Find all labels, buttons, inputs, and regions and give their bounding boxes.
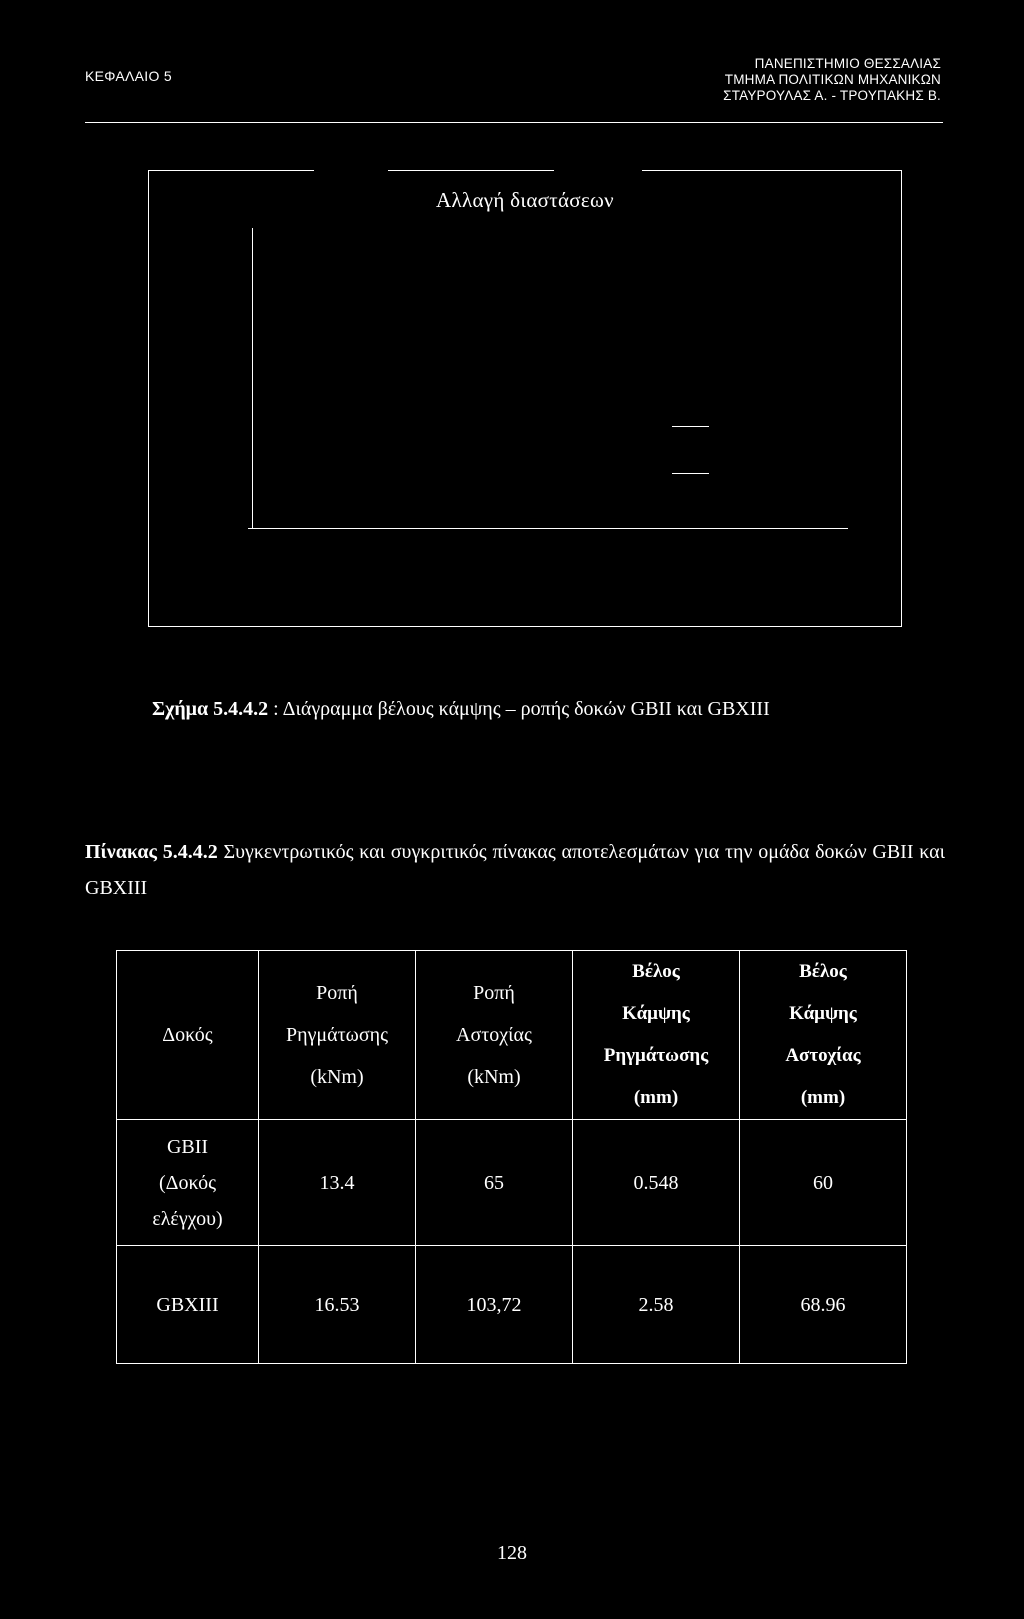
header-line: (kNm) [310, 1066, 364, 1088]
results-table [116, 950, 907, 1364]
beam-line: GBII [166, 1135, 209, 1158]
table-caption [85, 834, 945, 906]
cell-beam [117, 1246, 259, 1364]
figure-frame [148, 170, 902, 627]
header-beam [117, 951, 259, 1120]
header-line: (kNm) [467, 1066, 521, 1088]
header-line: Ροπή [316, 982, 358, 1004]
header-line: Κάμψης [622, 1003, 690, 1024]
figure-frame-top-middle [388, 170, 554, 171]
table-row [117, 1246, 907, 1364]
header-cracking-moment [259, 951, 416, 1120]
header-line: Αστοχίας [785, 1045, 861, 1066]
cell-failure-moment: 65 [416, 1120, 573, 1246]
figure-caption-text: : Διάγραμμα βέλους κάμψης – ροπής δοκών GBII και GBXIII [268, 698, 770, 720]
chart-x-axis [248, 528, 848, 529]
cell-failure-deflection: 68.96 [740, 1246, 907, 1364]
figure-frame-top-right [642, 170, 902, 171]
cell-cracking-deflection: 2.58 [573, 1246, 740, 1364]
header-failure-moment [416, 951, 573, 1120]
header-line: Ρηγμάτωσης [286, 1024, 388, 1046]
chapter-label: ΚΕΦΑΛΑΙΟ 5 [85, 68, 172, 84]
header-line: (mm) [633, 1087, 679, 1108]
header-line: Αστοχίας [456, 1024, 532, 1046]
cell-cracking-moment: 13.4 [259, 1120, 416, 1246]
header-beam-label: Δοκός [162, 1024, 213, 1046]
beam-line: ελέγχου) [152, 1207, 223, 1230]
chart-y-axis [252, 228, 253, 528]
header-cracking-deflection [573, 951, 740, 1120]
cell-cracking-deflection: 0.548 [573, 1120, 740, 1246]
cell-beam [117, 1120, 259, 1246]
table-caption-text: Συγκεντρωτικός και συγκριτικός πίνακας αποτελεσμάτων για την ομάδα δοκών GBII και GBXIII [85, 841, 946, 899]
header-line: Ρηγμάτωσης [603, 1045, 709, 1066]
legend-line-1 [672, 426, 709, 427]
beam-line: GBXIII [156, 1293, 219, 1316]
page-number: 128 [497, 1542, 527, 1564]
figure-caption [152, 698, 770, 721]
header-failure-deflection [740, 951, 907, 1120]
authors: ΣΤΑΥΡΟΥΛΑΣ Α. - ΤΡΟΥΠΑΚΗΣ Β. [723, 88, 941, 103]
legend-line-2 [672, 473, 709, 474]
figure-caption-label: Σχήμα 5.4.4.2 [152, 698, 269, 720]
cell-failure-deflection: 60 [740, 1120, 907, 1246]
header-line: Βέλος [799, 961, 847, 982]
figure-title: Αλλαγή διαστάσεων [436, 188, 614, 212]
beam-line: (Δοκός [158, 1171, 217, 1194]
department-name: ΤΜΗΜΑ ΠΟΛΙΤΙΚΩΝ ΜΗΧΑΝΙΚΩΝ [724, 72, 941, 87]
header-line: Κάμψης [789, 1003, 857, 1024]
university-header [723, 56, 941, 104]
figure-frame-top-left [148, 170, 314, 171]
cell-failure-moment: 103,72 [416, 1246, 573, 1364]
header-line: Ροπή [473, 982, 515, 1004]
university-name: ΠΑΝΕΠΙΣΤΗΜΙΟ ΘΕΣΣΑΛΙΑΣ [754, 56, 941, 71]
cell-cracking-moment: 16.53 [259, 1246, 416, 1364]
header-line: Βέλος [632, 961, 680, 982]
header-rule [85, 122, 943, 123]
header-line: (mm) [800, 1087, 846, 1108]
table-header-row [117, 951, 907, 1120]
table-caption-label: Πίνακας 5.4.4.2 [85, 841, 218, 863]
table-row [117, 1120, 907, 1246]
